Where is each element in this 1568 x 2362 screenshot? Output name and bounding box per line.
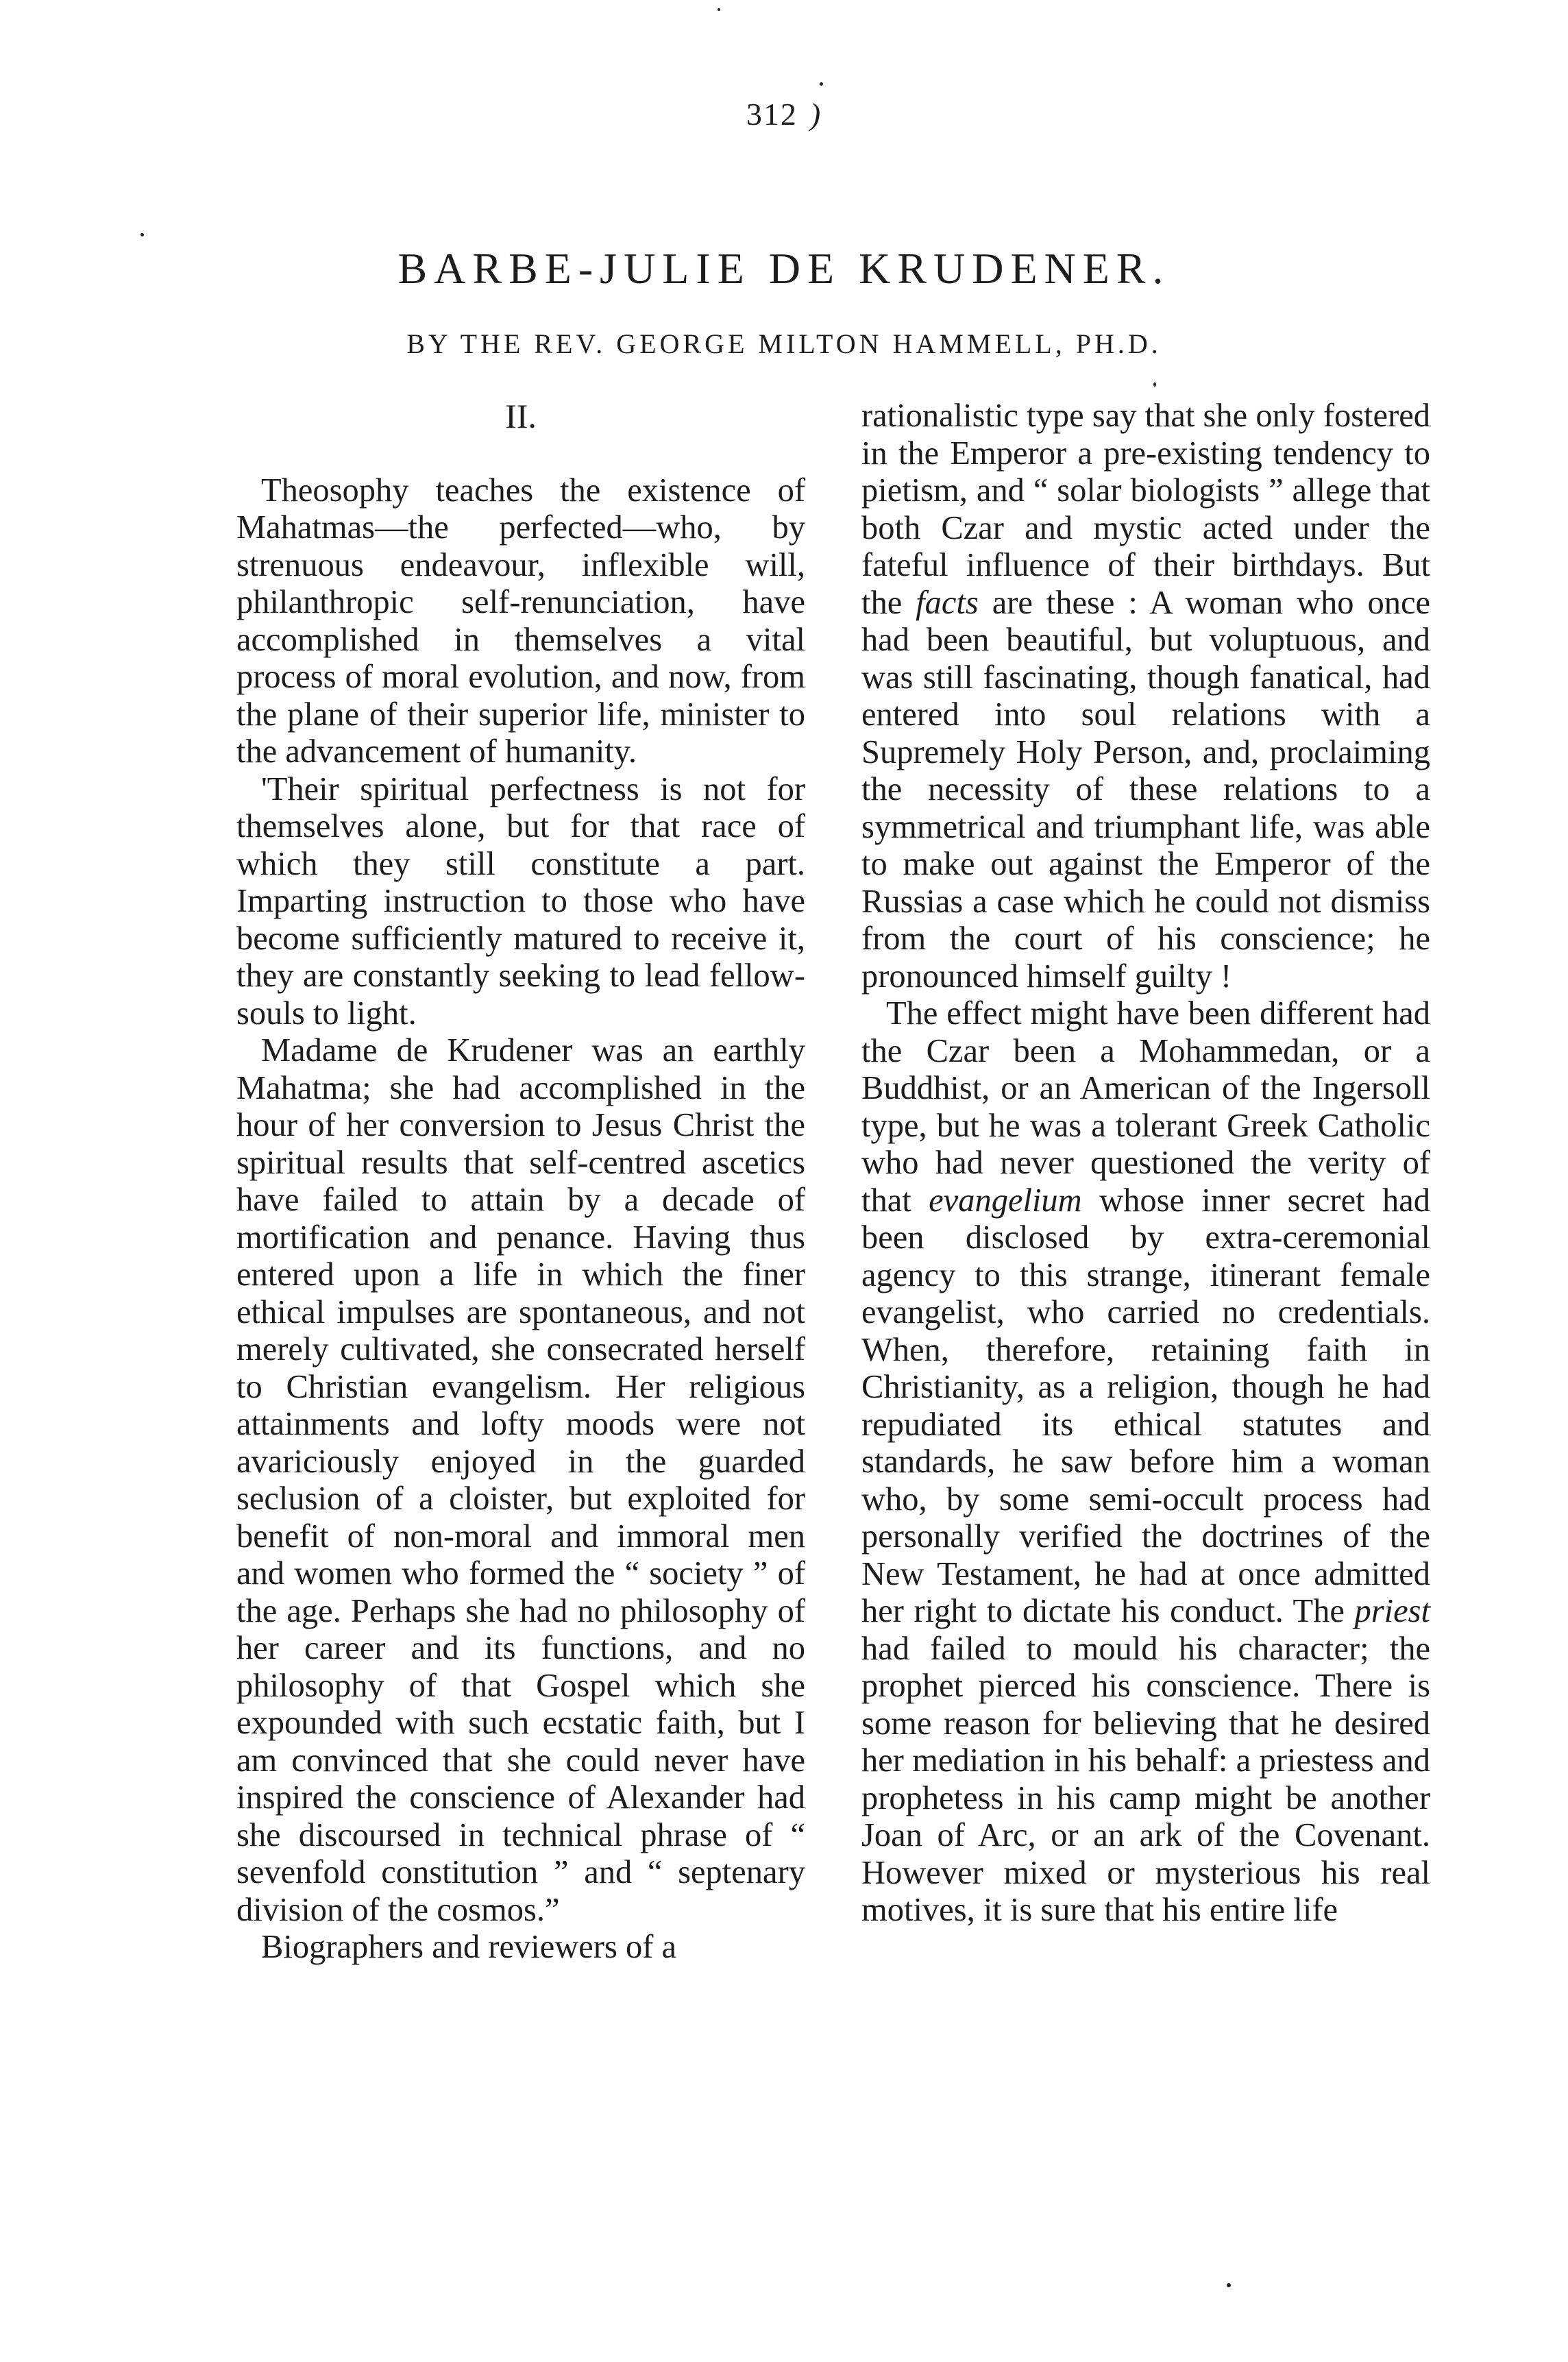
italic-facts: facts (916, 584, 979, 621)
scan-speck (140, 233, 144, 236)
text-run: had failed to mould his character; the prophet pierced his conscience. There is some reason for believing that he desired her mediation in his behalf: a priestess and prophetess in his camp might be another Joan of Arc, or an ark of the Covenant. However mixed or mysterious his real motives, it is sure that his entire life (861, 1630, 1430, 1928)
paragraph-theosophy: Theosophy teaches the existence of Mahatmas—the perfected—who, by strenuous endeavour, inflexible will, philanthropic self-renunciation, have accomplished in themselves a vital process of moral evolution, and now, from the plane of their superior life, minister to the advancement of humanity. (236, 472, 805, 770)
italic-evangelium: evangelium (929, 1182, 1082, 1219)
article-byline: BY THE REV. GEORGE MILTON HAMMELL, PH.D. (406, 328, 1162, 359)
page-number-value: 312 (746, 97, 798, 132)
paragraph-biographers: Biographers and reviewers of a (261, 1929, 677, 1965)
text-run: are these : A woman who once had been beautiful, but voluptuous, and was still fascinating, though fanatical, had entered into soul relations with a Supremely Holy Person, and, proclaiming the necessity of these relations to a symmetrical and triumphant life, was able to make out against the Emperor of the Russias a case which he could not dismiss from the court of his conscience; he pronounced himself guilty ! (861, 584, 1430, 995)
left-column (236, 398, 805, 1967)
paragraph-effect-might (861, 995, 1430, 1929)
page-number-mark: ) (809, 97, 822, 132)
scan-speck (718, 8, 720, 11)
text-run: The effect might have been different had the Czar been a Mohammedan, or a Buddhist, or an American of the Ingersoll type, but he was a tolerant Greek Catholic who had never questioned the verity of that (861, 995, 1430, 1219)
scan-speck (1153, 382, 1156, 387)
page-number (0, 96, 1568, 132)
italic-priest: priest (1354, 1593, 1430, 1629)
paragraph-rationalistic-continued (861, 398, 1430, 995)
scan-speck (820, 82, 823, 86)
article-title: BARBE-JULIE DE KRUDENER. (397, 244, 1171, 293)
paragraph-spiritual-perfectness: 'Their spiritual perfectness is not for themselves alone, but for that race of which they still constitute a part. Imparting instruction to those who have become sufficiently matured to receive it, they are constantly seeking to lead fellow-souls to light. (236, 770, 805, 1032)
right-column (861, 398, 1430, 1929)
text-run: rationalistic type say that she only fostered in the Emperor a pre-existing tendency to pietism, and “ solar biologists ” allege that both Czar and mystic acted under the fateful influence of their birthdays. But the (861, 398, 1430, 621)
section-numeral: II. (505, 397, 537, 435)
scan-speck (1227, 2283, 1231, 2287)
text-run: whose inner secret had been disclosed by extra-ceremonial agency to this strange, itinerant female evangelist, who carried no credentials. When, therefore, retaining faith in Christianity, as a religion, though he had repudiated its ethical statutes and standards, he saw before him a woman who, by some semi-occult process had personally verified the doctrines of the New Testament, he had at once admitted her right to dictate his conduct. The (861, 1182, 1431, 1629)
paragraph-earthly-mahatma: Madame de Krudener was an earthly Mahatma; she had accomplished in the hour of her conversion to Jesus Christ the spiritual results that self-centred ascetics have failed to attain by a decade of mortification and penance. Having thus entered upon a life in which the finer ethical impulses are spontaneous, and not merely cultivated, she consecrated herself to Christian evangelism. Her religious attainments and lofty moods were not avariciously enjoyed in the guarded seclusion of a cloister, but exploited for benefit of non-moral and immoral men and women who formed the “ society ” of the age. Perhaps she had no philosophy of her career and its functions, and no philosophy of that Gospel which she expounded with such ecstatic faith, but I am convinced that she could never have inspired the conscience of Alexander had she discoursed in technical phrase of “ sevenfold constitution ” and “ septenary division of the cosmos.” (236, 1032, 805, 1928)
